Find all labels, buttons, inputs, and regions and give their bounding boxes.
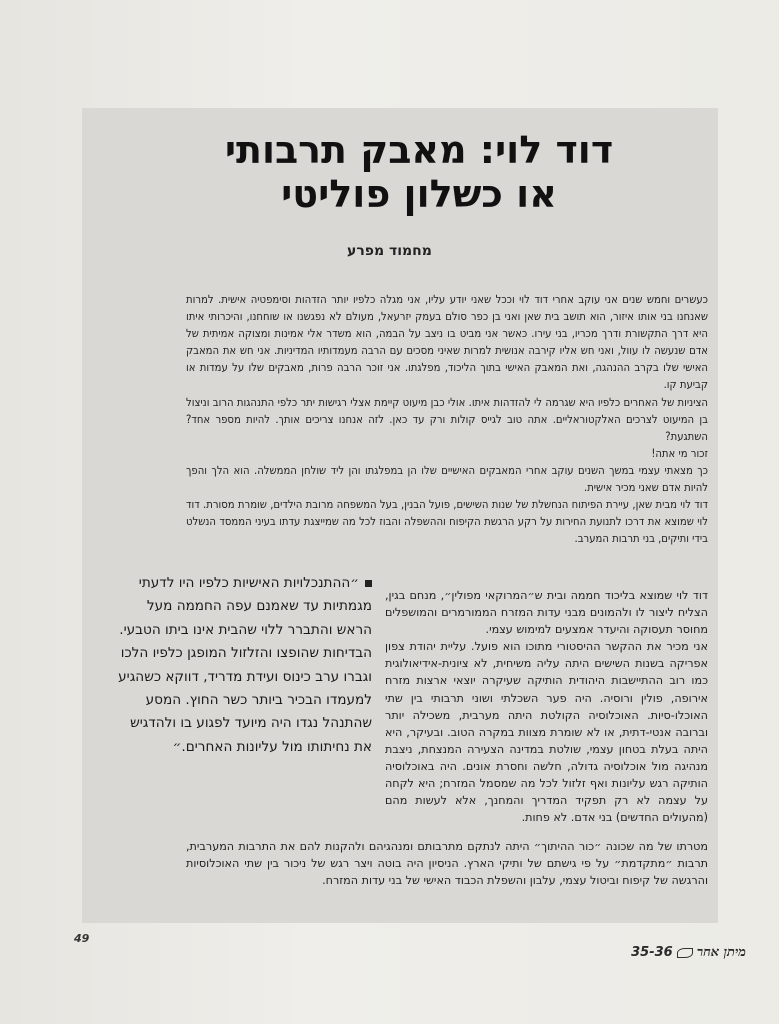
pull-quote-text: ״ההתנכלויות האישיות כלפיו היו לדעתי מגמתיות עד שאמנם עפה החממה מעל הראש והתברר ללוי שהבית אינו ביתו הטבעי. הבדיחות שהופצו והזלזול המופגן כלפיו הלכו וגברו ערב כינוס ועידת מדריד, דווקא כשהגיע למעמדו הבכיר ביותר כשר החוץ. המסע שהתנהל נגדו היה מיועד לפגוע בו ולהדגיש את נחיתותו מול עליונות האחרים.״: [118, 575, 372, 755]
paragraph: כעשרים וחמש שנים אני עוקב אחרי דוד לוי וככל שאני יודע עליו, אני מגלה כלפיו יותר הזדהות וסימפטיה אישית. למרות שאנחנו בני אותו איזור, הוא תושב בית שאן ואני בן כפר סולם בעמק יזרעאל, מעולם לא נפגשנו או שוחחנו, והיכרותי איתו היא דרך התקשורת ודרך מכריו, בני עירו. כאשר אני מביט בו ניצב על הבמה, הוא משדר אלי אמינות ומצוקה אמיתית של אדם שנעשה לו עוול, ואני חש אליו קירבה אנושית למרות שאיני מסכים עם הרבה מעמדותיו המדיניות. אני חש את המאבק האישי שלו בקרב ההנהגה, ואת המאבק האישי בתוך הליכוד, מפלגתו. אני זוכר הרבה פרות, מאבקים שלו על עמדות או קביעת קו.: [186, 293, 708, 392]
article-title: [159, 128, 679, 216]
paragraph: דוד לוי שמוצא בליכוד חממה ובית ש״המרוקאי מפולין״, מנחם בגין, הצליח ליצור לו ולהמונים מבני עדות המזרח הממורמרים והמושפלים מחוסר תעסוקה והיעדר אמצעים למימוש עצמי.: [385, 589, 708, 637]
title-line-1: דוד לוי: מאבק תרבותי: [224, 128, 614, 172]
issue-number: 35-36: [631, 945, 673, 960]
paragraph: זכור מי אתה!: [651, 446, 708, 460]
title-line-2: או כשלון פוליטי: [281, 172, 557, 216]
bullet-square-icon: [365, 580, 372, 587]
paragraph: מטרתו של מה שכונה ״כור ההיתוך״ היתה לנתקם מתרבותם ומנהגיהם ולהקנות להם את התרבות המערבית, תרבות ״מתקדמת״ על פי גישתם של ותיקי הארץ. הניסיון היה בוטה ויצר רגש של ניכור בין שתי האוכלוסיות והרגשה של קיפוח וביטול עצמי, עלבון והשפלת הכבוד האישי של בני עדות המזרח.: [186, 840, 708, 888]
paragraph: אני מכיר את ההקשר ההיסטורי מתוכו הוא פועל. עליית יהודת צפון אפריקה בשנות השישים היתה עליה משיחית, לא ציונית-אידיאולוגית כמו רוב ההתיישבות היהודית הותיקה שעיקרה יוצאי ארצות מזרח אירופה, פולין ורוסיה. היה פער השכלתי ושוני תרבותי בין שתי האוכלו-סיות. האוכלוסיה הקולטת היתה מערבית, משכילה יותר וברובה אנטי-דתית, או לא שומרת מצוות במקרה הטוב. ובעיקר, היא היתה בעלת בטחון עצמי, שולטת במדינה הצעירה המנצחת, ניצבת מנהיגה מול אוכלוסיה גדולה, חלשה וחסרת אונים. היה באוכלוסיה הותיקה רגש עליונות ואף זלזול לכל מה שמסמל המזרח; היא לקחה על עצמה לא רק תפקיד המדריך והמחנך, אלא לעשות מהם (מהעולים החדשים) בני אדם. לא פחות.: [385, 640, 708, 825]
journal-logo: מיתן אחר: [696, 945, 746, 960]
paragraph: דוד לוי מבית שאן, עיירת הפיתוח הנחשלת של שנות השישים, פועל הבנין, בעל המשפחה מרובת הילדים, שומרת מסורת. דוד לוי שמוצא את דרכו לתנועת החירות על רקע הרגשת הקיפוח וההשפלה והבוז לכל מה שמייצגת עדתו בעיני הממסד הנשלט בידי ותיקים, בני תרבות המערב.: [186, 498, 708, 546]
article-body-column: [385, 587, 708, 826]
page-number: 49: [74, 932, 90, 945]
article-body-intro: [186, 291, 708, 547]
leaf-icon: [677, 948, 693, 958]
pull-quote: [110, 572, 372, 759]
paragraph: כך מצאתי עצמי במשך השנים עוקב אחרי המאבקים האישיים שלו הן במפלגתו והן ליד שולחן הממשלה. הוא הלך והפך להיות אדם שאני מכיר אישית.: [186, 463, 708, 495]
article-body-bottom: [186, 838, 708, 889]
paragraph: הציניות של האחרים כלפיו היא שגרמה לי להזדהות איתו. אולי כבן מיעוט קיימת אצלי רגישות יתר כלפי התנהגות הרוב וניצול בן המיעוט לצרכים האלקטוראליים. אתה טוב לגייס קולות ורק עד כאן. לזה אנחנו צריכים אותך. להיות מספר אחד? השתגעת?: [186, 395, 708, 443]
author-byline: מחמוד מפרע: [347, 243, 432, 259]
issue-footer: [631, 944, 746, 960]
